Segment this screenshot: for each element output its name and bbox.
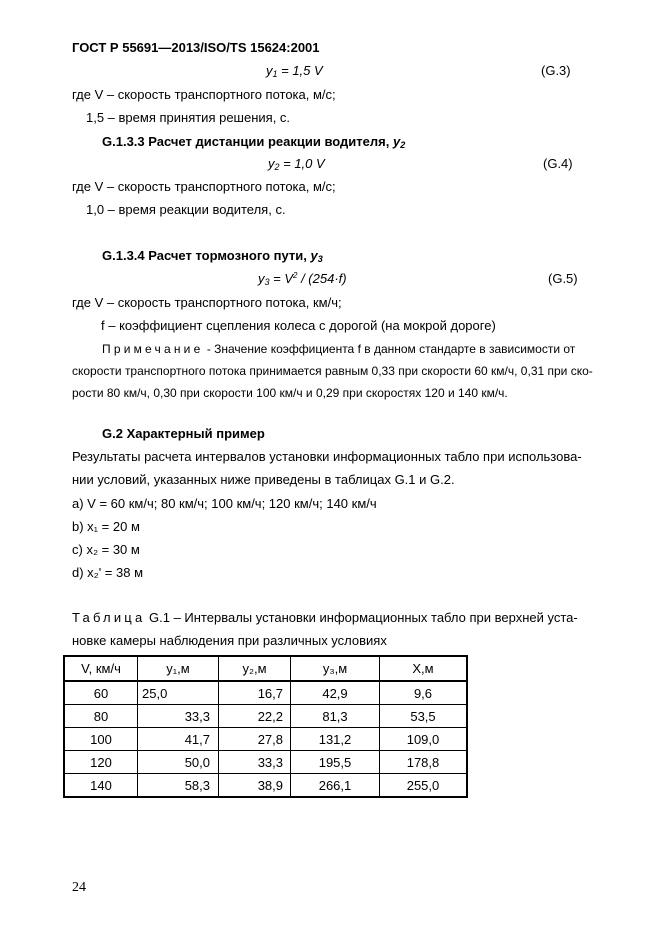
where-g4-reaction-time: 1,0 – время реакции водителя, с. — [86, 202, 286, 217]
eq-g3-rhs: = 1,5 V — [277, 63, 323, 78]
section-g134-var: y — [310, 248, 318, 263]
table-row — [64, 681, 467, 705]
table-cell: 9,6 — [380, 681, 468, 705]
eq-g3-lhs-sub: 1 — [272, 69, 278, 79]
eq-g5-rhs-b: / (254·f) — [297, 271, 347, 286]
eq-g5-lhs-var: y — [258, 271, 265, 286]
eq-g3-lhs-var: y — [266, 63, 273, 78]
header-cell-y2: y₂,м — [219, 656, 291, 681]
list-item-d-text: x₂' = 38 м — [87, 565, 144, 580]
section-g133-text: G.1.3.3 Расчет дистанции реакции водителя, — [102, 134, 393, 149]
note-line-3: рости 80 км/ч, 0,30 при скорости 100 км/ч и 0,29 при скоростях 120 и 140 км/ч. — [72, 386, 508, 400]
table-row — [64, 705, 467, 728]
list-item-c-text: x₂ = 30 м — [86, 542, 140, 557]
table-row — [64, 774, 467, 798]
table-caption-text: G.1 – Интервалы установки информационных табло при верхней уста- — [149, 610, 578, 625]
table-caption-line-2: новке камеры наблюдения при различных условиях — [72, 633, 387, 648]
table-cell: 38,9 — [219, 774, 291, 798]
section-g133-var: y — [392, 134, 401, 149]
table-cell: 41,7 — [138, 728, 219, 751]
table-cell: 53,5 — [380, 705, 468, 728]
table-cell: 50,0 — [138, 751, 219, 774]
equation-g4 — [268, 156, 325, 172]
section-heading-g2: G.2 Характерный пример — [102, 426, 265, 441]
table-cell: 255,0 — [380, 774, 468, 798]
where-g3-v: где V – скорость транспортного потока, м/с; — [72, 87, 336, 102]
section-g133-sub: 2 — [400, 140, 406, 150]
table-cell: 140 — [64, 774, 138, 798]
list-item-d — [72, 565, 143, 580]
page-number: 24 — [72, 880, 86, 895]
section-g134-sub: 3 — [317, 254, 323, 264]
note-label: Примечание — [102, 342, 204, 356]
table-cell: 100 — [64, 728, 138, 751]
equation-number-g4: (G.4) — [543, 156, 573, 171]
table-cell: 81,3 — [291, 705, 380, 728]
list-item-b — [72, 519, 140, 534]
eq-g5-rhs-a: = V — [269, 271, 294, 286]
note-line-2: скорости транспортного потока принимается равным 0,33 при скорости 60 км/ч, 0,31 при ско- — [72, 364, 593, 378]
table-header-row — [64, 656, 467, 681]
header-cell-v: V, км/ч — [64, 656, 138, 681]
table-cell: 58,3 — [138, 774, 219, 798]
where-g4-v: где V – скорость транспортного потока, м/с; — [72, 179, 336, 194]
table-cell: 25,0 — [138, 681, 219, 705]
table-cell: 266,1 — [291, 774, 380, 798]
equation-g3 — [266, 63, 323, 79]
list-item-b-prefix: b) — [72, 519, 88, 534]
table-cell: 178,8 — [380, 751, 468, 774]
table-row — [64, 728, 467, 751]
header-cell-y3: y₃,м — [291, 656, 380, 681]
eq-g4-rhs: = 1,0 V — [279, 156, 325, 171]
list-item-c — [72, 542, 140, 557]
list-item-d-prefix: d) — [72, 565, 88, 580]
eq-g4-lhs-sub: 2 — [274, 162, 280, 172]
table-caption-label: Таблица — [72, 610, 146, 625]
table-cell: 27,8 — [219, 728, 291, 751]
list-item-a-text: V = 60 км/ч; 80 км/ч; 100 км/ч; 120 км/ч; 140 км/ч — [87, 496, 377, 511]
table-caption-line-1 — [72, 610, 578, 625]
where-g5-v: где V – скорость транспортного потока, км/ч; — [72, 295, 342, 310]
table-cell: 22,2 — [219, 705, 291, 728]
table-cell: 33,3 — [219, 751, 291, 774]
table-cell: 33,3 — [138, 705, 219, 728]
table-cell: 80 — [64, 705, 138, 728]
list-item-a — [72, 496, 377, 511]
where-g5-f: f – коэффициент сцепления колеса с дорогой (на мокрой дороге) — [101, 318, 496, 333]
table-cell: 60 — [64, 681, 138, 705]
eq-g5-rhs-sup: 2 — [293, 271, 298, 280]
table-cell: 131,2 — [291, 728, 380, 751]
table-cell: 120 — [64, 751, 138, 774]
paragraph-g2-line-2: нии условий, указанных ниже приведены в таблицах G.1 и G.2. — [72, 472, 455, 487]
note-line-1 — [102, 342, 575, 356]
section-heading-g134 — [102, 248, 323, 264]
table-cell: 109,0 — [380, 728, 468, 751]
list-item-b-text: x₁ = 20 м — [87, 519, 140, 534]
equation-number-g3: (G.3) — [541, 63, 571, 78]
data-table-g1 — [63, 655, 468, 798]
table-cell: 195,5 — [291, 751, 380, 774]
table-cell: 42,9 — [291, 681, 380, 705]
list-item-a-prefix: a) — [72, 496, 88, 511]
table-cell: 16,7 — [219, 681, 291, 705]
header-cell-y1: y₁,м — [138, 656, 219, 681]
header-cell-x: X,м — [380, 656, 468, 681]
where-g3-decision-time: 1,5 – время принятия решения, с. — [86, 110, 291, 125]
paragraph-g2-line-1: Результаты расчета интервалов установки информационных табло при использова- — [72, 449, 582, 464]
document-header: ГОСТ Р 55691—2013/ISO/TS 15624:2001 — [72, 40, 320, 55]
note-line-1-text: - Значение коэффициента f в данном стандарте в зависимости от — [206, 342, 576, 356]
eq-g4-lhs-var: y — [268, 156, 275, 171]
table-row — [64, 751, 467, 774]
section-heading-g133 — [102, 134, 405, 150]
section-g134-text: G.1.3.4 Расчет тормозного пути, — [102, 248, 311, 263]
eq-g5-lhs-sub: 3 — [264, 277, 270, 287]
list-item-c-prefix: c) — [72, 542, 87, 557]
equation-number-g5: (G.5) — [548, 271, 578, 286]
equation-g5 — [258, 271, 347, 287]
